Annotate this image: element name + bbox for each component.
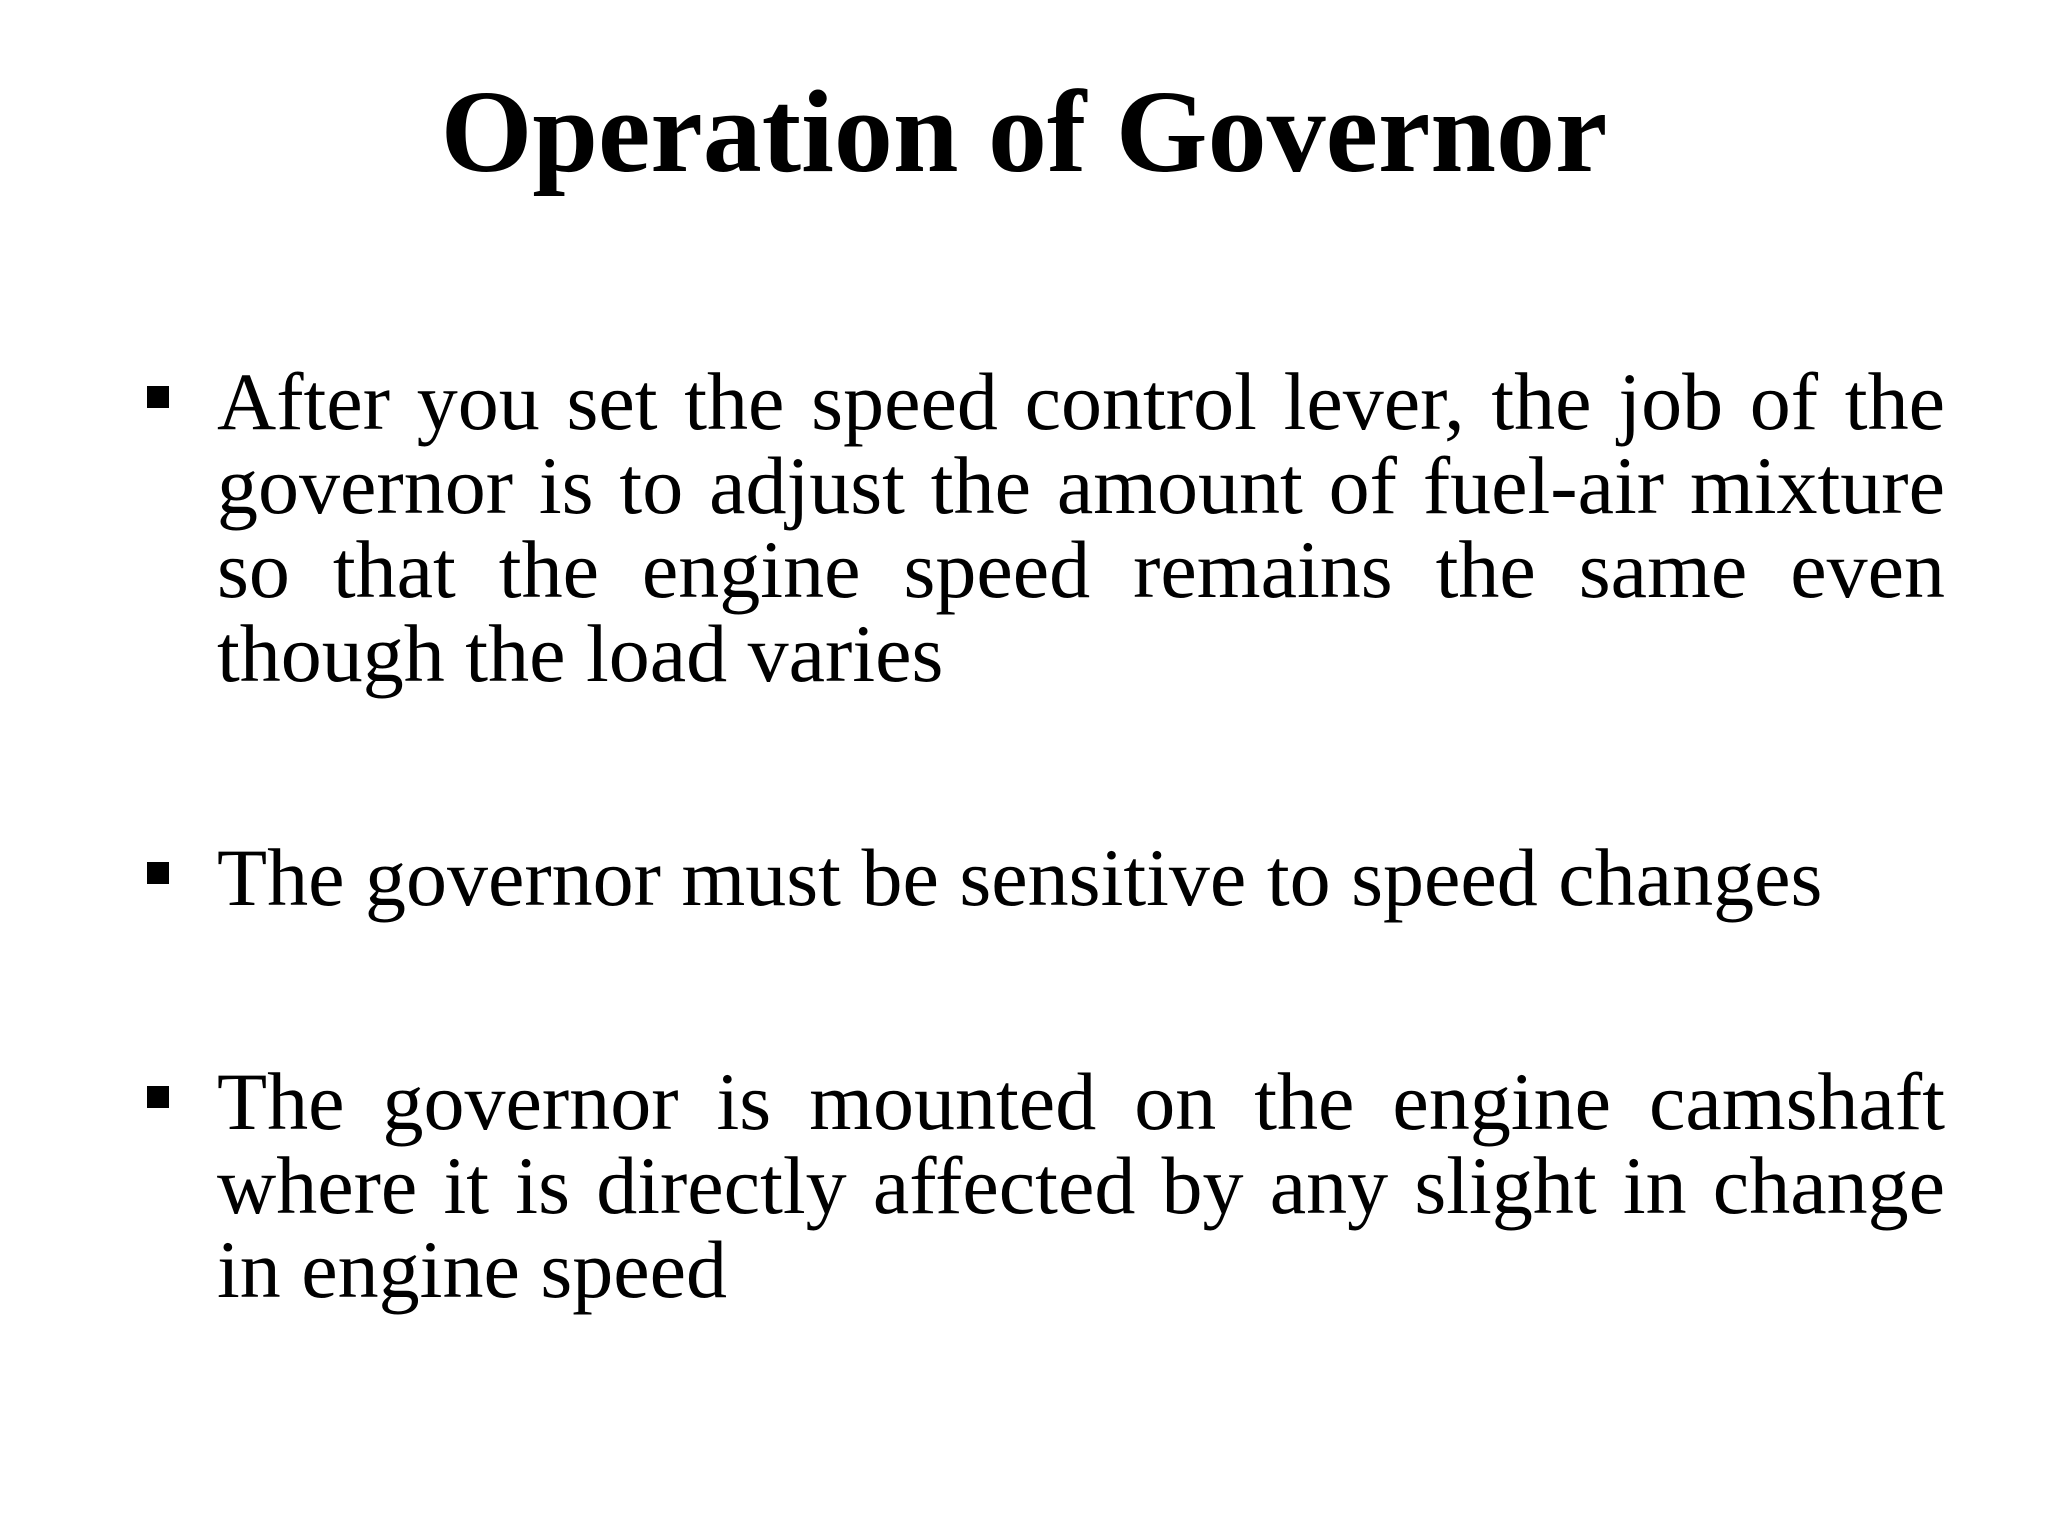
bullet-item-adjust-fuel xyxy=(145,356,1945,699)
square-bullet-icon xyxy=(147,862,169,884)
bullet-text: The governor is mounted on the engine camshaft where it is directly affected by any slight in change in engine speed xyxy=(217,1056,1945,1315)
bullet-item-mounted xyxy=(145,1056,1945,1315)
bullet-item-sensitive xyxy=(145,832,1945,923)
square-bullet-icon xyxy=(147,1086,169,1108)
bullet-list xyxy=(145,356,1945,1315)
slide-title: Operation of Governor xyxy=(440,66,1608,197)
square-bullet-icon xyxy=(147,386,169,408)
bullet-text: After you set the speed control lever, the job of the governor is to adjust the amount of fuel-air mixture so that the engine speed remains the same even though the load varies xyxy=(217,356,1945,699)
bullet-text: The governor must be sensitive to speed changes xyxy=(217,832,1823,923)
